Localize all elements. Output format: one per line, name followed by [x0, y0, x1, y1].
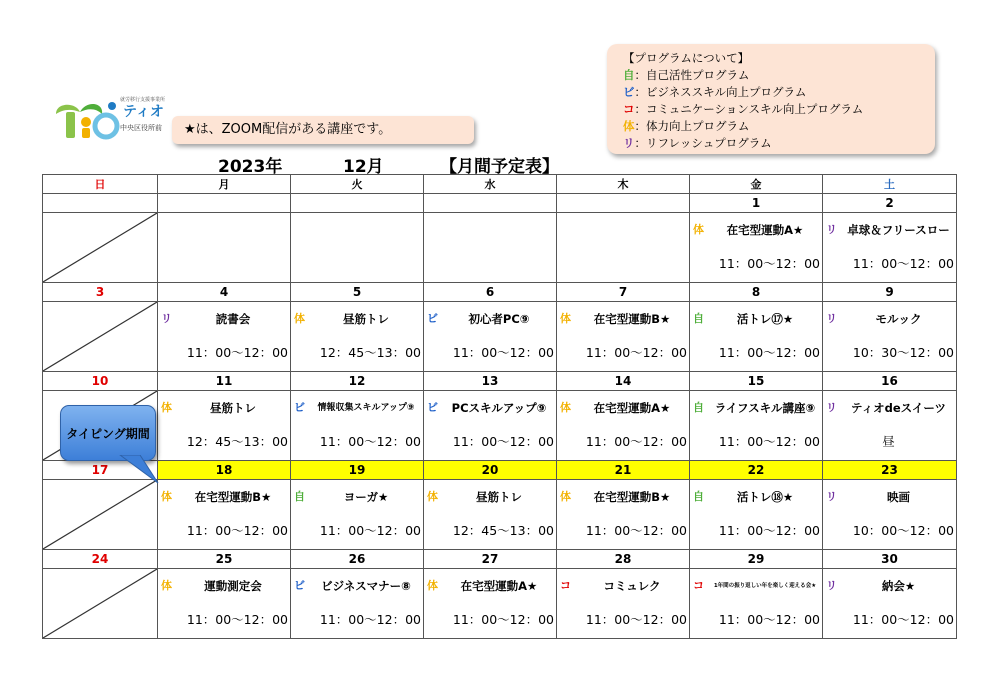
date-cell: 3: [43, 283, 158, 302]
date-cell: 15: [690, 372, 823, 391]
event-title: 活トレ⑱★: [736, 490, 794, 504]
event-time: 11：00〜12：00: [852, 256, 954, 271]
date-cell: [158, 194, 291, 213]
category-badge: リ: [826, 490, 837, 503]
typing-period-callout: タイピング期間: [60, 405, 156, 461]
event-title: モルック: [875, 312, 922, 326]
event-title: 卓球＆フリースロー: [847, 223, 950, 237]
legend-key: 自: [623, 68, 635, 82]
event-time: 11：00〜12：00: [718, 345, 820, 360]
event-cell: [158, 391, 291, 461]
date-cell: 12: [291, 372, 424, 391]
event-cell: [424, 302, 557, 372]
event-row: [43, 391, 957, 461]
event-time: 11：00〜12：00: [186, 612, 288, 627]
event-cell: [690, 480, 823, 550]
date-cell: 30: [823, 550, 957, 569]
event-cell: [690, 213, 823, 283]
event-title: 初心者PC⑨: [468, 312, 530, 326]
event-cell: [291, 569, 424, 639]
date-cell: 28: [557, 550, 690, 569]
event-title: 在宅型運動A★: [460, 579, 538, 593]
category-badge: コ: [560, 579, 571, 592]
sunday-blank-cell: [43, 480, 158, 550]
date-cell: 6: [424, 283, 557, 302]
legend-item: [623, 84, 935, 101]
date-cell: 21: [557, 461, 690, 480]
category-badge: ビ: [427, 312, 438, 325]
weekday-header: 月: [158, 175, 291, 194]
date-cell: 22: [690, 461, 823, 480]
event-time: 12：45〜13：00: [186, 434, 288, 449]
event-row: [43, 213, 957, 283]
date-row: [43, 372, 957, 391]
category-badge: 自: [693, 401, 704, 414]
date-cell: 26: [291, 550, 424, 569]
date-cell: 27: [424, 550, 557, 569]
date-cell: [424, 194, 557, 213]
event-cell: [291, 391, 424, 461]
event-cell: [823, 480, 957, 550]
event-title: 読書会: [215, 312, 251, 326]
event-time: 11：00〜12：00: [452, 612, 554, 627]
event-title: ティオdeスイーツ: [851, 401, 946, 415]
category-badge: コ: [693, 579, 704, 592]
date-cell: [291, 194, 424, 213]
diagonal-line: [43, 213, 157, 282]
category-badge: 体: [427, 579, 438, 592]
category-badge: 体: [560, 490, 571, 503]
heading-year: 2023年: [218, 157, 283, 177]
event-cell: [158, 480, 291, 550]
legend-item: [623, 118, 935, 135]
event-time: 11：00〜12：00: [585, 523, 687, 538]
event-time: 11：00〜12：00: [186, 523, 288, 538]
event-time: 11：00〜12：00: [718, 523, 820, 538]
heading-month: 12月: [343, 157, 384, 177]
date-cell: 19: [291, 461, 424, 480]
event-title: ビジネスマナー⑧: [321, 579, 411, 593]
event-row: [43, 302, 957, 372]
legend-text: ：リフレッシュプログラム: [634, 136, 772, 150]
date-cell: 5: [291, 283, 424, 302]
date-row: [43, 550, 957, 569]
diagonal-line: [43, 480, 157, 549]
date-cell: 18: [158, 461, 291, 480]
date-row: [43, 461, 957, 480]
zoom-note: ★は、ZOOM配信がある講座です。: [172, 116, 474, 144]
event-title: 在宅型運動B★: [593, 312, 671, 326]
category-badge: リ: [161, 312, 172, 325]
date-cell: 11: [158, 372, 291, 391]
date-cell: 4: [158, 283, 291, 302]
date-cell: 2: [823, 194, 957, 213]
date-row: [43, 283, 957, 302]
legend-key: コ: [623, 102, 635, 116]
event-time: 12：45〜13：00: [319, 345, 421, 360]
date-cell: 14: [557, 372, 690, 391]
event-cell: [424, 391, 557, 461]
diagonal-line: [43, 302, 157, 371]
event-cell: [823, 391, 957, 461]
event-time: 11：00〜12：00: [585, 612, 687, 627]
legend-text: ：コミュニケーションスキル向上プログラム: [634, 102, 864, 116]
event-time: 10：30〜12：00: [852, 345, 954, 360]
event-time: 11：00〜12：00: [186, 345, 288, 360]
category-badge: リ: [826, 312, 837, 325]
date-cell: 17: [43, 461, 158, 480]
event-title: 納会★: [881, 579, 916, 593]
category-badge: リ: [826, 223, 837, 236]
event-cell: [823, 302, 957, 372]
logo: [46, 96, 176, 142]
event-time: 11：00〜12：00: [585, 345, 687, 360]
empty-cell: [557, 213, 690, 283]
event-time: 11：00〜12：00: [718, 612, 820, 627]
event-cell: [690, 569, 823, 639]
event-title: PCスキルアップ⑨: [451, 401, 547, 415]
category-badge: 自: [294, 490, 305, 503]
event-cell: [823, 213, 957, 283]
sunday-blank-cell: [43, 302, 158, 372]
sprout-logo-icon: [46, 96, 120, 142]
event-row: [43, 480, 957, 550]
event-cell: [823, 569, 957, 639]
category-badge: リ: [826, 579, 837, 592]
legend-text: ：自己活性プログラム: [634, 68, 750, 82]
date-cell: [557, 194, 690, 213]
diagonal-line: [43, 569, 157, 638]
heading-title: 【月間予定表】: [440, 157, 559, 177]
legend-item: [623, 67, 935, 84]
legend-key: リ: [623, 136, 635, 150]
empty-cell: [424, 213, 557, 283]
category-badge: 自: [693, 312, 704, 325]
logo-caption: 就労移行支援事業所: [120, 97, 166, 103]
weekday-header: 火: [291, 175, 424, 194]
event-title: 活トレ⑰★: [736, 312, 794, 326]
legend-key: 体: [623, 119, 635, 133]
event-title: 在宅型運動A★: [726, 223, 804, 237]
event-time: 昼: [882, 434, 895, 449]
event-time: 11：00〜12：00: [319, 612, 421, 627]
event-cell: [557, 480, 690, 550]
date-cell: 1: [690, 194, 823, 213]
event-time: 11：00〜12：00: [718, 256, 820, 271]
event-cell: [158, 569, 291, 639]
event-cell: [557, 302, 690, 372]
date-cell: 20: [424, 461, 557, 480]
legend-item: [623, 101, 935, 118]
date-cell: 23: [823, 461, 957, 480]
event-cell: [424, 480, 557, 550]
program-legend: [607, 44, 935, 154]
category-badge: 体: [161, 401, 172, 414]
event-cell: [291, 302, 424, 372]
category-badge: ビ: [294, 579, 305, 592]
event-time: 11：00〜12：00: [319, 434, 421, 449]
event-title: ヨーガ★: [343, 490, 389, 504]
logo-subtitle: 中央区役所前: [120, 124, 162, 132]
date-cell: 24: [43, 550, 158, 569]
event-row: [43, 569, 957, 639]
empty-cell: [291, 213, 424, 283]
event-cell: [158, 302, 291, 372]
event-title: 在宅型運動B★: [194, 490, 272, 504]
date-cell: [43, 194, 158, 213]
category-badge: ビ: [427, 401, 438, 414]
empty-cell: [158, 213, 291, 283]
date-cell: 13: [424, 372, 557, 391]
event-title: 昼筋トレ: [210, 401, 256, 415]
category-badge: 体: [560, 312, 571, 325]
event-time: 11：00〜12：00: [452, 434, 554, 449]
weekday-header: 金: [690, 175, 823, 194]
category-badge: 体: [560, 401, 571, 414]
event-cell: [690, 391, 823, 461]
event-title: 1年間の振り返しい年を楽しく迎える会★: [713, 583, 817, 589]
legend-text: ：体力向上プログラム: [634, 119, 750, 133]
category-badge: 体: [161, 490, 172, 503]
calendar-table: [42, 174, 957, 639]
event-title: 運動測定会: [204, 579, 262, 593]
event-time: 10：00〜12：00: [852, 523, 954, 538]
category-badge: 体: [294, 312, 305, 325]
date-cell: 7: [557, 283, 690, 302]
event-time: 11：00〜12：00: [319, 523, 421, 538]
event-time: 12：45〜13：00: [452, 523, 554, 538]
event-cell: [557, 391, 690, 461]
weekday-header: 日: [43, 175, 158, 194]
category-badge: 自: [693, 490, 704, 503]
event-time: 11：00〜12：00: [718, 434, 820, 449]
category-badge: 体: [693, 223, 704, 236]
logo-name: ティオ: [123, 104, 164, 120]
weekday-row: [43, 175, 957, 194]
event-cell: [557, 569, 690, 639]
sunday-blank-cell: [43, 569, 158, 639]
event-time: 11：00〜12：00: [852, 612, 954, 627]
callout-tail: [118, 455, 162, 485]
date-cell: 10: [43, 372, 158, 391]
category-badge: 体: [427, 490, 438, 503]
event-cell: [690, 302, 823, 372]
weekday-header: 土: [823, 175, 957, 194]
event-cell: [291, 480, 424, 550]
category-badge: ビ: [294, 401, 305, 414]
date-cell: 25: [158, 550, 291, 569]
category-badge: リ: [826, 401, 837, 414]
event-time: 11：00〜12：00: [452, 345, 554, 360]
event-title: 映画: [887, 490, 910, 504]
legend-key: ビ: [623, 85, 635, 99]
event-title: 情報収集スキルアップ⑨: [317, 403, 415, 413]
legend-title: 【プログラムについて】: [623, 51, 750, 65]
legend-text: ：ビジネススキル向上プログラム: [634, 85, 807, 99]
date-cell: 9: [823, 283, 957, 302]
event-title: コミュレク: [603, 579, 661, 593]
event-title: 在宅型運動B★: [593, 490, 671, 504]
event-cell: [424, 569, 557, 639]
event-time: 11：00〜12：00: [585, 434, 687, 449]
event-title: 昼筋トレ: [476, 490, 522, 504]
event-title: 在宅型運動A★: [593, 401, 671, 415]
event-title: 昼筋トレ: [343, 312, 389, 326]
date-cell: 29: [690, 550, 823, 569]
weekday-header: 木: [557, 175, 690, 194]
category-badge: 体: [161, 579, 172, 592]
date-cell: 16: [823, 372, 957, 391]
weekday-header: 水: [424, 175, 557, 194]
date-row: [43, 194, 957, 213]
date-cell: 8: [690, 283, 823, 302]
event-title: ライフスキル講座⑨: [714, 401, 816, 415]
sunday-blank-cell: [43, 213, 158, 283]
legend-item: [623, 135, 935, 152]
